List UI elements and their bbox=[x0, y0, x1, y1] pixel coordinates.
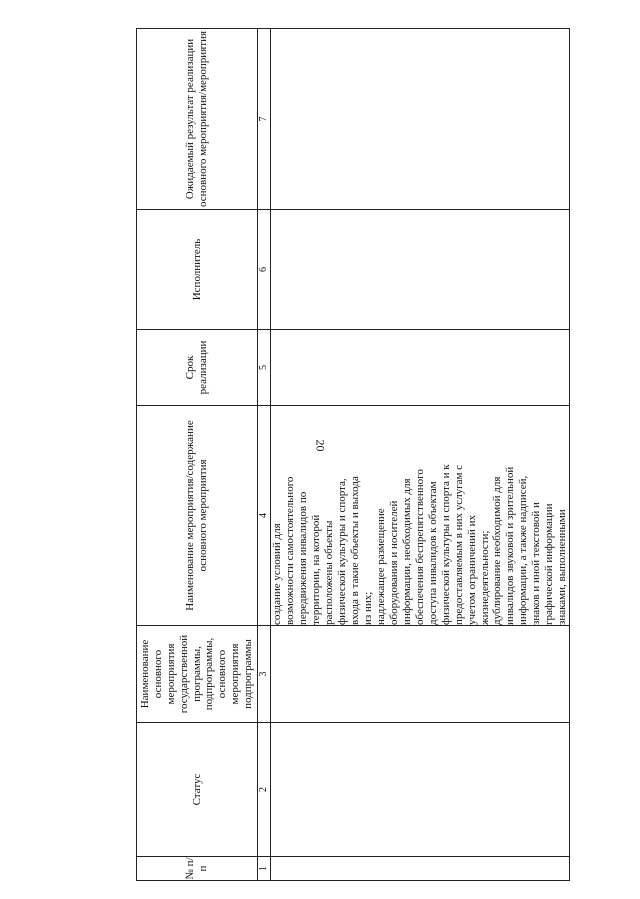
header-main-activity: Наименование основного мероприятия государственной программы, подпрограммы, основного мероприятия подпрограммы bbox=[137, 626, 258, 723]
cell-activity-content bbox=[271, 406, 570, 626]
cell-number bbox=[271, 857, 570, 881]
activity-line: жизнедеятельности; bbox=[478, 530, 491, 625]
header-number: № п/п bbox=[137, 857, 258, 881]
header-row bbox=[137, 29, 258, 881]
header-expected-result: Ожидаемый результат реализации основного мероприятия/мероприятия bbox=[137, 29, 258, 210]
activity-line: расположены объекты bbox=[322, 520, 335, 625]
activity-line: обеспечения беспрепятственного bbox=[413, 469, 426, 625]
cell-status bbox=[271, 723, 570, 857]
activity-line: надлежащее размещение bbox=[374, 508, 387, 625]
activity-line: доступа инвалидов к объектам bbox=[426, 481, 439, 625]
page-number-text: 20 bbox=[313, 439, 328, 452]
activity-line: входа в такие объекты и выхода bbox=[348, 476, 361, 625]
activity-line: возможности самостоятельного bbox=[283, 476, 296, 625]
header-status: Статус bbox=[137, 723, 258, 857]
column-number: 1 bbox=[258, 857, 271, 881]
activity-line: физической культуры и спорта и к bbox=[439, 464, 452, 625]
activities-table bbox=[136, 28, 570, 881]
column-number-row bbox=[258, 29, 271, 881]
activity-line: из них; bbox=[361, 591, 374, 625]
header-executor: Исполнитель bbox=[137, 210, 258, 330]
activity-line: дублирование необходимой для bbox=[491, 476, 504, 625]
activity-line: знаками, выполненными bbox=[556, 509, 569, 625]
activity-line: территории, на которой bbox=[309, 514, 322, 625]
activity-line: информации, необходимых для bbox=[400, 478, 413, 625]
activity-line: знаков и иной текстовой и bbox=[530, 502, 543, 625]
table-row bbox=[271, 29, 570, 881]
activity-line: графической информации bbox=[543, 503, 556, 625]
activity-line: предоставляемым в них услугам с bbox=[452, 464, 465, 625]
activity-line: передвижения инвалидов по bbox=[296, 491, 309, 625]
activity-line: учетом ограничений их bbox=[465, 515, 478, 625]
header-activity-content: Наименование мероприятия/содержание основного мероприятия bbox=[137, 406, 258, 626]
column-number: 6 bbox=[258, 210, 271, 330]
column-number: 5 bbox=[258, 330, 271, 406]
header-period: Срок реализации bbox=[137, 330, 258, 406]
cell-main-activity bbox=[271, 626, 570, 723]
column-number: 2 bbox=[258, 723, 271, 857]
activity-line: физической культуры и спорта, bbox=[335, 478, 348, 625]
cell-expected-result bbox=[271, 29, 570, 210]
activity-line: оборудования и носителей bbox=[387, 500, 400, 625]
activity-line: создание условий для bbox=[271, 523, 283, 625]
activity-line: информации, а также надписей, bbox=[517, 475, 530, 625]
rotated-table-wrapper bbox=[136, 29, 569, 881]
cell-period bbox=[271, 330, 570, 406]
column-number: 3 bbox=[258, 626, 271, 723]
column-number: 7 bbox=[258, 29, 271, 210]
column-number: 4 bbox=[258, 406, 271, 626]
cell-executor bbox=[271, 210, 570, 330]
activity-line: инвалидов звуковой и зрительной bbox=[504, 466, 517, 625]
